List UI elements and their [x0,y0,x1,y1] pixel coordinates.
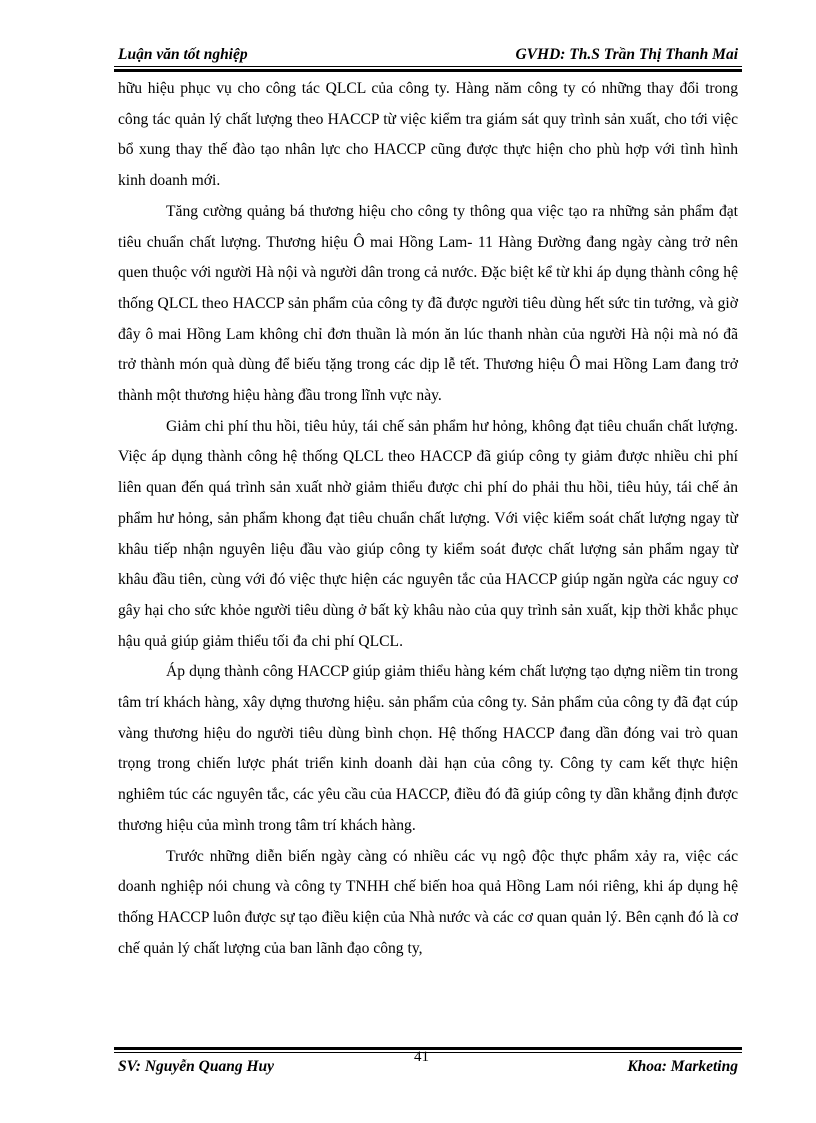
page-footer [118,1056,738,1080]
header-rule-thin [114,66,742,67]
faculty-label: Khoa: Marketing [627,1058,738,1075]
page-header [118,46,738,68]
paragraph-brand-promotion: Tăng cường quảng bá thương hiệu cho công ty thông qua việc tạo ra những sản phẩm đạt tiêu chuẩn chất lượng. Thương hiệu Ô mai Hồng Lam- 11 Hàng Đường đang ngày càng trở nên quen thuộc với người Hà nội và người dân trong cả nước. Đặc biệt kể từ khi áp dụng thành công hệ thống QLCL theo HACCP sản phẩm của công ty đã được người tiêu dùng hết sức tin tưởng, và giờ đây ô mai Hồng Lam không chỉ đơn thuần là món ăn lúc thanh nhàn của người Hà nội mà nó đã trở thành món quà dùng để biếu tặng trong các dịp lễ tết. Thương hiệu Ô mai Hồng Lam đang trở thành một thương hiệu hàng đầu trong lĩnh vực này. [118,202,738,405]
body-text [118,74,738,964]
thesis-label: Luận văn tốt nghiệp [118,46,248,63]
header-rule-thick [114,69,742,72]
paragraph-state-support: Trước những diễn biến ngày càng có nhiều các vụ ngộ độc thực phẩm xảy ra, việc các doanh nghiệp nói chung và công ty TNHH chế biến hoa quả Hồng Lam nói riêng, khi áp dụng hệ thống HACCP luôn được sự tạo điều kiện của Nhà nước và các cơ quan quản lý. Bên cạnh đó là cơ chế quản lý chất lượng của ban lãnh đạo công ty, [118,847,738,957]
paragraph-customer-trust: Áp dụng thành công HACCP giúp giảm thiểu hàng kém chất lượng tạo dựng niềm tin trong tâm trí khách hàng, xây dựng thương hiệu. sản phẩm của công ty. Sản phẩm của công ty đã đạt cúp vàng thương hiệu do người tiêu dùng bình chọn. Hệ thống HACCP đang dần đóng vai trò quan trọng trong chiến lược phát triển kinh doanh dài hạn của công ty. Công ty cam kết thực hiện nghiêm túc các nguyên tắc, các yêu cầu của HACCP, điều đó đã giúp công ty dần khẳng định được thương hiệu của mình trong tâm trí khách hàng. [118,663,738,834]
student-name: SV: Nguyễn Quang Huy [118,1058,275,1075]
paragraph-cost-reduction: Giảm chi phí thu hồi, tiêu hủy, tái chế sản phẩm hư hỏng, không đạt tiêu chuẩn chất lượng. Việc áp dụng thành công hệ thống QLCL theo HACCP đã giúp công ty giảm được nhiều chi phí liên quan đến quá trình sản xuất nhờ giảm thiểu được chi phí do phải thu hồi, tiêu hủy, tái chế ản phẩm hư hỏng, sản phẩm khong đạt tiêu chuẩn chất lượng. Với việc kiểm soát chất lượng ngay từ khâu tiếp nhận nguyên liệu đầu vào giúp công ty kiểm soát được chất lượng sản phẩm ngay từ khâu đầu tiên, cùng với đó việc thực hiện các nguyên tắc của HACCP giúp ngăn ngừa các nguy cơ gây hại cho sức khỏe người tiêu dùng ở bất kỳ khâu nào của quy trình sản xuất, kịp thời khắc phục hậu quả giúp giảm thiểu tối đa chi phí QLCL. [118,417,738,650]
page-number: 41 [414,1049,429,1065]
advisor-label: GVHD: Th.S Trần Thị Thanh Mai [515,46,738,63]
paragraph-continuation: hữu hiệu phục vụ cho công tác QLCL của công ty. Hàng năm công ty có những thay đổi trong công tác quản lý chất lượng theo HACCP từ việc kiểm tra giám sát quy trình sản xuất, cho tới việc bổ xung thay thế đào tạo nhân lực cho HACCP cũng được thực hiện cho phù hợp với tình hình kinh doanh mới. [118,80,738,190]
